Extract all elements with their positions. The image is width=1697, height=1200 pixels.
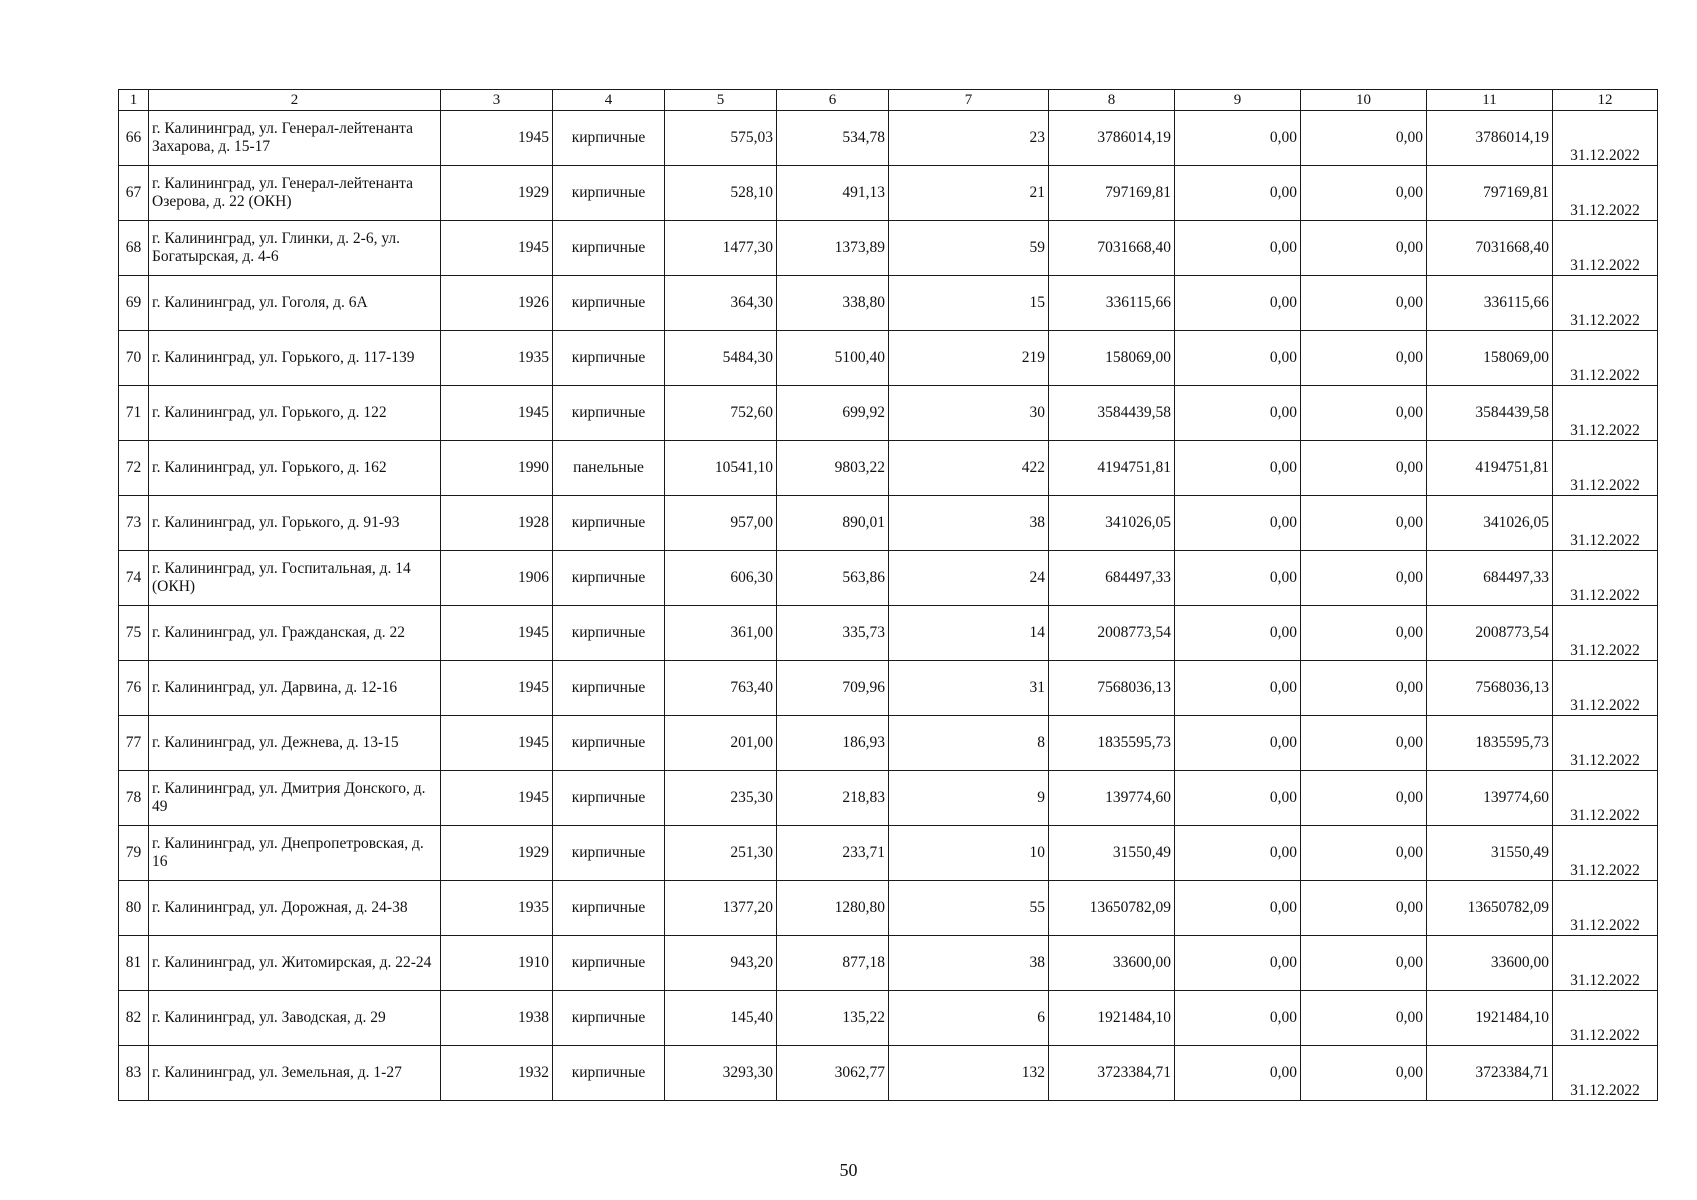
wall-material-cell: кирпичные [553,881,665,936]
year-built-cell: 1906 [441,551,553,606]
year-built-cell: 1945 [441,221,553,276]
total-area-cell: 145,40 [665,991,777,1046]
address-cell: г. Калининград, ул. Горького, д. 162 [149,441,441,496]
living-area-cell: 338,80 [777,276,889,331]
address-cell: г. Калининград, ул. Госпитальная, д. 14 (ОКН) [149,551,441,606]
table-row [119,991,1658,1046]
cost-regional-cell: 0,00 [1301,771,1427,826]
completion-date-cell: 31.12.2022 [1553,551,1658,606]
living-area-cell: 135,22 [777,991,889,1046]
total-area-cell: 1477,30 [665,221,777,276]
table-row [119,661,1658,716]
cost-total-cell: 158069,00 [1049,331,1175,386]
column-header-10: 10 [1301,90,1427,111]
table-row [119,331,1658,386]
year-built-cell: 1990 [441,441,553,496]
year-built-cell: 1935 [441,331,553,386]
completion-date-cell: 31.12.2022 [1553,331,1658,386]
total-area-cell: 763,40 [665,661,777,716]
column-header-1: 1 [119,90,149,111]
address-cell: г. Калининград, ул. Днепропетровская, д. 16 [149,826,441,881]
cost-federal-cell: 0,00 [1175,936,1301,991]
table-row [119,1046,1658,1101]
total-area-cell: 10541,10 [665,441,777,496]
housing-register-table [118,89,1658,1101]
row-number-cell: 83 [119,1046,149,1101]
cost-federal-cell: 0,00 [1175,826,1301,881]
wall-material-cell: кирпичные [553,276,665,331]
cost-federal-cell: 0,00 [1175,111,1301,166]
total-area-cell: 251,30 [665,826,777,881]
residents-cell: 38 [889,496,1049,551]
cost-federal-cell: 0,00 [1175,331,1301,386]
wall-material-cell: кирпичные [553,331,665,386]
residents-cell: 219 [889,331,1049,386]
address-cell: г. Калининград, ул. Дорожная, д. 24-38 [149,881,441,936]
address-cell: г. Калининград, ул. Горького, д. 91-93 [149,496,441,551]
living-area-cell: 218,83 [777,771,889,826]
cost-regional-cell: 0,00 [1301,551,1427,606]
completion-date-cell: 31.12.2022 [1553,716,1658,771]
column-header-7: 7 [889,90,1049,111]
total-area-cell: 364,30 [665,276,777,331]
living-area-cell: 335,73 [777,606,889,661]
cost-local-cell: 3723384,71 [1427,1046,1553,1101]
total-area-cell: 361,00 [665,606,777,661]
cost-total-cell: 4194751,81 [1049,441,1175,496]
table-row [119,386,1658,441]
row-number-cell: 67 [119,166,149,221]
cost-regional-cell: 0,00 [1301,936,1427,991]
residents-cell: 21 [889,166,1049,221]
row-number-cell: 68 [119,221,149,276]
cost-local-cell: 336115,66 [1427,276,1553,331]
residents-cell: 23 [889,111,1049,166]
completion-date-cell: 31.12.2022 [1553,771,1658,826]
cost-total-cell: 797169,81 [1049,166,1175,221]
address-cell: г. Калининград, ул. Дарвина, д. 12-16 [149,661,441,716]
table-row [119,826,1658,881]
total-area-cell: 957,00 [665,496,777,551]
living-area-cell: 534,78 [777,111,889,166]
row-number-cell: 73 [119,496,149,551]
cost-total-cell: 3786014,19 [1049,111,1175,166]
row-number-cell: 71 [119,386,149,441]
living-area-cell: 709,96 [777,661,889,716]
table-row [119,166,1658,221]
total-area-cell: 528,10 [665,166,777,221]
total-area-cell: 752,60 [665,386,777,441]
cost-local-cell: 3584439,58 [1427,386,1553,441]
wall-material-cell: кирпичные [553,606,665,661]
total-area-cell: 1377,20 [665,881,777,936]
residents-cell: 8 [889,716,1049,771]
residents-cell: 422 [889,441,1049,496]
residents-cell: 14 [889,606,1049,661]
cost-regional-cell: 0,00 [1301,716,1427,771]
cost-federal-cell: 0,00 [1175,991,1301,1046]
row-number-cell: 81 [119,936,149,991]
cost-local-cell: 4194751,81 [1427,441,1553,496]
address-cell: г. Калининград, ул. Житомирская, д. 22-24 [149,936,441,991]
table-row [119,111,1658,166]
row-number-cell: 80 [119,881,149,936]
living-area-cell: 186,93 [777,716,889,771]
column-header-5: 5 [665,90,777,111]
cost-local-cell: 2008773,54 [1427,606,1553,661]
cost-local-cell: 797169,81 [1427,166,1553,221]
column-header-11: 11 [1427,90,1553,111]
total-area-cell: 575,03 [665,111,777,166]
cost-federal-cell: 0,00 [1175,441,1301,496]
residents-cell: 9 [889,771,1049,826]
cost-local-cell: 1921484,10 [1427,991,1553,1046]
table-row [119,276,1658,331]
year-built-cell: 1926 [441,276,553,331]
cost-total-cell: 2008773,54 [1049,606,1175,661]
row-number-cell: 77 [119,716,149,771]
address-cell: г. Калининград, ул. Дмитрия Донского, д. 49 [149,771,441,826]
wall-material-cell: кирпичные [553,826,665,881]
wall-material-cell: кирпичные [553,221,665,276]
address-cell: г. Калининград, ул. Гражданская, д. 22 [149,606,441,661]
living-area-cell: 1373,89 [777,221,889,276]
wall-material-cell: кирпичные [553,936,665,991]
page-number: 50 [839,1160,858,1180]
cost-federal-cell: 0,00 [1175,276,1301,331]
cost-federal-cell: 0,00 [1175,716,1301,771]
year-built-cell: 1945 [441,661,553,716]
residents-cell: 55 [889,881,1049,936]
table-body [119,111,1658,1101]
cost-total-cell: 7031668,40 [1049,221,1175,276]
address-cell: г. Калининград, ул. Гоголя, д. 6А [149,276,441,331]
cost-local-cell: 684497,33 [1427,551,1553,606]
cost-local-cell: 13650782,09 [1427,881,1553,936]
living-area-cell: 699,92 [777,386,889,441]
cost-regional-cell: 0,00 [1301,276,1427,331]
cost-regional-cell: 0,00 [1301,496,1427,551]
total-area-cell: 235,30 [665,771,777,826]
cost-total-cell: 7568036,13 [1049,661,1175,716]
total-area-cell: 201,00 [665,716,777,771]
wall-material-cell: кирпичные [553,771,665,826]
cost-local-cell: 1835595,73 [1427,716,1553,771]
address-cell: г. Калининград, ул. Горького, д. 122 [149,386,441,441]
row-number-cell: 66 [119,111,149,166]
cost-total-cell: 31550,49 [1049,826,1175,881]
wall-material-cell: кирпичные [553,1046,665,1101]
table-row [119,221,1658,276]
cost-regional-cell: 0,00 [1301,661,1427,716]
living-area-cell: 3062,77 [777,1046,889,1101]
cost-local-cell: 158069,00 [1427,331,1553,386]
row-number-cell: 79 [119,826,149,881]
address-cell: г. Калининград, ул. Генерал-лейтенанта Захарова, д. 15-17 [149,111,441,166]
cost-federal-cell: 0,00 [1175,881,1301,936]
cost-total-cell: 33600,00 [1049,936,1175,991]
year-built-cell: 1945 [441,716,553,771]
completion-date-cell: 31.12.2022 [1553,276,1658,331]
completion-date-cell: 31.12.2022 [1553,441,1658,496]
cost-federal-cell: 0,00 [1175,771,1301,826]
residents-cell: 6 [889,991,1049,1046]
completion-date-cell: 31.12.2022 [1553,661,1658,716]
cost-regional-cell: 0,00 [1301,991,1427,1046]
completion-date-cell: 31.12.2022 [1553,166,1658,221]
table-row [119,441,1658,496]
column-header-3: 3 [441,90,553,111]
residents-cell: 24 [889,551,1049,606]
year-built-cell: 1929 [441,826,553,881]
cost-local-cell: 341026,05 [1427,496,1553,551]
cost-regional-cell: 0,00 [1301,166,1427,221]
address-cell: г. Калининград, ул. Горького, д. 117-139 [149,331,441,386]
completion-date-cell: 31.12.2022 [1553,111,1658,166]
cost-total-cell: 1921484,10 [1049,991,1175,1046]
cost-regional-cell: 0,00 [1301,1046,1427,1101]
column-header-8: 8 [1049,90,1175,111]
cost-total-cell: 684497,33 [1049,551,1175,606]
year-built-cell: 1945 [441,111,553,166]
wall-material-cell: кирпичные [553,991,665,1046]
address-cell: г. Калининград, ул. Земельная, д. 1-27 [149,1046,441,1101]
completion-date-cell: 31.12.2022 [1553,606,1658,661]
cost-federal-cell: 0,00 [1175,166,1301,221]
residents-cell: 30 [889,386,1049,441]
table-row [119,496,1658,551]
cost-regional-cell: 0,00 [1301,606,1427,661]
cost-total-cell: 341026,05 [1049,496,1175,551]
completion-date-cell: 31.12.2022 [1553,386,1658,441]
column-header-6: 6 [777,90,889,111]
living-area-cell: 233,71 [777,826,889,881]
table-row [119,881,1658,936]
row-number-cell: 76 [119,661,149,716]
cost-regional-cell: 0,00 [1301,111,1427,166]
completion-date-cell: 31.12.2022 [1553,496,1658,551]
completion-date-cell: 31.12.2022 [1553,221,1658,276]
column-header-2: 2 [149,90,441,111]
year-built-cell: 1932 [441,1046,553,1101]
table-row [119,716,1658,771]
year-built-cell: 1928 [441,496,553,551]
cost-regional-cell: 0,00 [1301,221,1427,276]
residents-cell: 132 [889,1046,1049,1101]
cost-federal-cell: 0,00 [1175,386,1301,441]
cost-regional-cell: 0,00 [1301,331,1427,386]
cost-federal-cell: 0,00 [1175,551,1301,606]
completion-date-cell: 31.12.2022 [1553,881,1658,936]
cost-federal-cell: 0,00 [1175,496,1301,551]
living-area-cell: 890,01 [777,496,889,551]
year-built-cell: 1945 [441,386,553,441]
completion-date-cell: 31.12.2022 [1553,1046,1658,1101]
wall-material-cell: кирпичные [553,111,665,166]
cost-federal-cell: 0,00 [1175,1046,1301,1101]
table-row [119,771,1658,826]
row-number-cell: 69 [119,276,149,331]
completion-date-cell: 31.12.2022 [1553,991,1658,1046]
cost-local-cell: 139774,60 [1427,771,1553,826]
completion-date-cell: 31.12.2022 [1553,936,1658,991]
living-area-cell: 877,18 [777,936,889,991]
year-built-cell: 1910 [441,936,553,991]
living-area-cell: 491,13 [777,166,889,221]
cost-federal-cell: 0,00 [1175,606,1301,661]
cost-regional-cell: 0,00 [1301,441,1427,496]
row-number-cell: 70 [119,331,149,386]
row-number-cell: 74 [119,551,149,606]
cost-local-cell: 7568036,13 [1427,661,1553,716]
residents-cell: 31 [889,661,1049,716]
cost-total-cell: 13650782,09 [1049,881,1175,936]
total-area-cell: 606,30 [665,551,777,606]
table-row [119,551,1658,606]
year-built-cell: 1935 [441,881,553,936]
cost-federal-cell: 0,00 [1175,221,1301,276]
living-area-cell: 563,86 [777,551,889,606]
cost-total-cell: 139774,60 [1049,771,1175,826]
year-built-cell: 1945 [441,771,553,826]
cost-total-cell: 3584439,58 [1049,386,1175,441]
row-number-cell: 78 [119,771,149,826]
year-built-cell: 1945 [441,606,553,661]
year-built-cell: 1929 [441,166,553,221]
cost-federal-cell: 0,00 [1175,661,1301,716]
living-area-cell: 5100,40 [777,331,889,386]
wall-material-cell: кирпичные [553,166,665,221]
address-cell: г. Калининград, ул. Заводская, д. 29 [149,991,441,1046]
residents-cell: 59 [889,221,1049,276]
row-number-cell: 75 [119,606,149,661]
wall-material-cell: панельные [553,441,665,496]
cost-regional-cell: 0,00 [1301,881,1427,936]
residents-cell: 10 [889,826,1049,881]
cost-local-cell: 31550,49 [1427,826,1553,881]
row-number-cell: 82 [119,991,149,1046]
cost-local-cell: 7031668,40 [1427,221,1553,276]
address-cell: г. Калининград, ул. Генерал-лейтенанта Озерова, д. 22 (ОКН) [149,166,441,221]
row-number-cell: 72 [119,441,149,496]
table-row [119,606,1658,661]
table-row [119,936,1658,991]
cost-total-cell: 3723384,71 [1049,1046,1175,1101]
cost-total-cell: 1835595,73 [1049,716,1175,771]
total-area-cell: 943,20 [665,936,777,991]
total-area-cell: 5484,30 [665,331,777,386]
address-cell: г. Калининград, ул. Дежнева, д. 13-15 [149,716,441,771]
year-built-cell: 1938 [441,991,553,1046]
wall-material-cell: кирпичные [553,496,665,551]
column-header-12: 12 [1553,90,1658,111]
living-area-cell: 1280,80 [777,881,889,936]
wall-material-cell: кирпичные [553,716,665,771]
residents-cell: 15 [889,276,1049,331]
column-header-9: 9 [1175,90,1301,111]
header-row [119,90,1658,111]
address-cell: г. Калининград, ул. Глинки, д. 2-6, ул. Богатырская, д. 4-6 [149,221,441,276]
cost-regional-cell: 0,00 [1301,826,1427,881]
completion-date-cell: 31.12.2022 [1553,826,1658,881]
column-header-4: 4 [553,90,665,111]
residents-cell: 38 [889,936,1049,991]
wall-material-cell: кирпичные [553,551,665,606]
wall-material-cell: кирпичные [553,661,665,716]
cost-local-cell: 33600,00 [1427,936,1553,991]
wall-material-cell: кирпичные [553,386,665,441]
cost-regional-cell: 0,00 [1301,386,1427,441]
cost-total-cell: 336115,66 [1049,276,1175,331]
cost-local-cell: 3786014,19 [1427,111,1553,166]
total-area-cell: 3293,30 [665,1046,777,1101]
living-area-cell: 9803,22 [777,441,889,496]
